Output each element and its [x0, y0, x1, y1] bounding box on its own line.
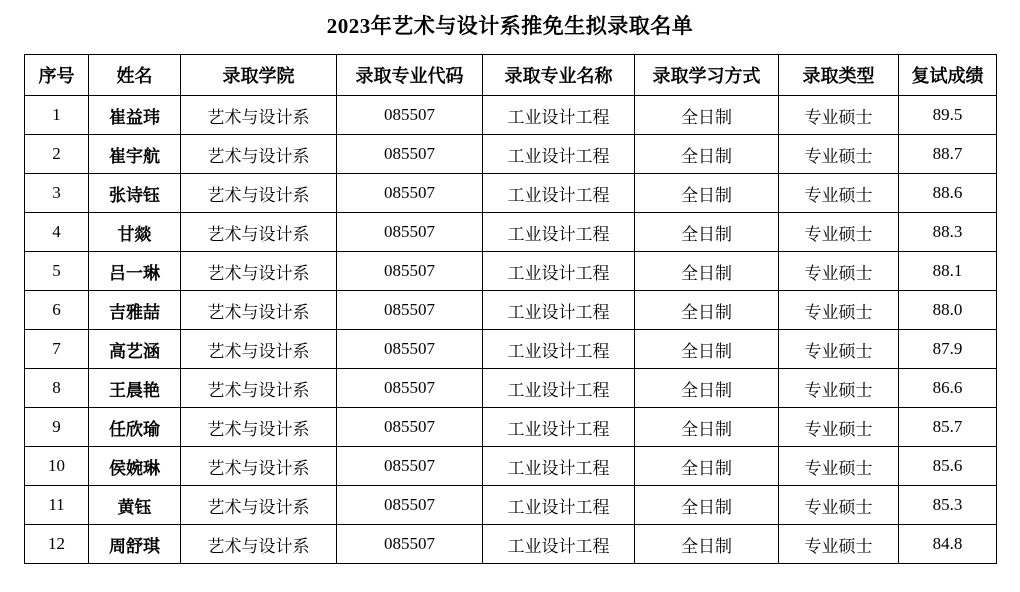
column-header-name: 姓名 [89, 55, 181, 96]
cell-college: 艺术与设计系 [181, 252, 337, 291]
cell-score: 84.8 [899, 525, 997, 564]
table-row [25, 330, 997, 369]
cell-score: 85.6 [899, 447, 997, 486]
cell-name: 崔益玮 [89, 96, 181, 135]
cell-college: 艺术与设计系 [181, 447, 337, 486]
cell-major-code: 085507 [337, 525, 483, 564]
cell-name: 甘燚 [89, 213, 181, 252]
cell-score: 86.6 [899, 369, 997, 408]
cell-study-mode: 全日制 [635, 96, 779, 135]
cell-admission-type: 专业硕士 [779, 369, 899, 408]
cell-study-mode: 全日制 [635, 447, 779, 486]
admission-roster-table [24, 54, 997, 564]
cell-major-name: 工业设计工程 [483, 252, 635, 291]
cell-admission-type: 专业硕士 [779, 486, 899, 525]
cell-major-name: 工业设计工程 [483, 408, 635, 447]
cell-score: 88.0 [899, 291, 997, 330]
cell-college: 艺术与设计系 [181, 330, 337, 369]
cell-score: 87.9 [899, 330, 997, 369]
cell-admission-type: 专业硕士 [779, 291, 899, 330]
cell-score: 88.6 [899, 174, 997, 213]
cell-study-mode: 全日制 [635, 486, 779, 525]
table-row [25, 96, 997, 135]
cell-score: 88.7 [899, 135, 997, 174]
cell-score: 88.3 [899, 213, 997, 252]
table-row [25, 525, 997, 564]
cell-major-code: 085507 [337, 213, 483, 252]
cell-major-name: 工业设计工程 [483, 135, 635, 174]
cell-name: 周舒琪 [89, 525, 181, 564]
cell-index: 7 [25, 330, 89, 369]
column-header-admission-type: 录取类型 [779, 55, 899, 96]
cell-major-code: 085507 [337, 96, 483, 135]
table-row [25, 447, 997, 486]
table-row [25, 213, 997, 252]
cell-major-code: 085507 [337, 330, 483, 369]
cell-major-name: 工业设计工程 [483, 447, 635, 486]
cell-admission-type: 专业硕士 [779, 330, 899, 369]
cell-major-code: 085507 [337, 252, 483, 291]
table-row [25, 174, 997, 213]
cell-index: 10 [25, 447, 89, 486]
cell-study-mode: 全日制 [635, 291, 779, 330]
cell-index: 12 [25, 525, 89, 564]
cell-college: 艺术与设计系 [181, 408, 337, 447]
cell-admission-type: 专业硕士 [779, 447, 899, 486]
cell-major-code: 085507 [337, 291, 483, 330]
cell-name: 张诗钰 [89, 174, 181, 213]
cell-name: 吉雅喆 [89, 291, 181, 330]
column-header-score: 复试成绩 [899, 55, 997, 96]
cell-college: 艺术与设计系 [181, 291, 337, 330]
cell-major-code: 085507 [337, 369, 483, 408]
cell-major-name: 工业设计工程 [483, 291, 635, 330]
table-row [25, 486, 997, 525]
cell-name: 王晨艳 [89, 369, 181, 408]
cell-name: 任欣瑜 [89, 408, 181, 447]
cell-study-mode: 全日制 [635, 135, 779, 174]
cell-study-mode: 全日制 [635, 174, 779, 213]
cell-admission-type: 专业硕士 [779, 408, 899, 447]
cell-study-mode: 全日制 [635, 213, 779, 252]
table-header-row [25, 55, 997, 96]
cell-major-name: 工业设计工程 [483, 525, 635, 564]
column-header-study-mode: 录取学习方式 [635, 55, 779, 96]
page-title: 2023年艺术与设计系推免生拟录取名单 [326, 14, 694, 38]
cell-admission-type: 专业硕士 [779, 213, 899, 252]
cell-college: 艺术与设计系 [181, 369, 337, 408]
cell-admission-type: 专业硕士 [779, 135, 899, 174]
cell-major-code: 085507 [337, 135, 483, 174]
cell-index: 9 [25, 408, 89, 447]
cell-study-mode: 全日制 [635, 408, 779, 447]
cell-name: 侯婉琳 [89, 447, 181, 486]
table-row [25, 291, 997, 330]
cell-score: 85.7 [899, 408, 997, 447]
cell-score: 88.1 [899, 252, 997, 291]
table-container [0, 54, 1020, 564]
cell-college: 艺术与设计系 [181, 135, 337, 174]
cell-major-code: 085507 [337, 174, 483, 213]
cell-name: 黄钰 [89, 486, 181, 525]
cell-college: 艺术与设计系 [181, 213, 337, 252]
cell-admission-type: 专业硕士 [779, 525, 899, 564]
cell-index: 11 [25, 486, 89, 525]
cell-name: 吕一琳 [89, 252, 181, 291]
table-body [25, 96, 997, 564]
table-row [25, 135, 997, 174]
table-row [25, 408, 997, 447]
cell-index: 3 [25, 174, 89, 213]
cell-major-name: 工业设计工程 [483, 330, 635, 369]
cell-major-name: 工业设计工程 [483, 213, 635, 252]
cell-index: 8 [25, 369, 89, 408]
cell-index: 6 [25, 291, 89, 330]
column-header-college: 录取学院 [181, 55, 337, 96]
cell-study-mode: 全日制 [635, 369, 779, 408]
column-header-index: 序号 [25, 55, 89, 96]
table-header [25, 55, 997, 96]
cell-name: 高艺涵 [89, 330, 181, 369]
cell-score: 85.3 [899, 486, 997, 525]
cell-major-name: 工业设计工程 [483, 174, 635, 213]
cell-major-code: 085507 [337, 408, 483, 447]
cell-index: 5 [25, 252, 89, 291]
cell-major-code: 085507 [337, 447, 483, 486]
cell-index: 4 [25, 213, 89, 252]
cell-college: 艺术与设计系 [181, 486, 337, 525]
cell-study-mode: 全日制 [635, 525, 779, 564]
cell-major-name: 工业设计工程 [483, 96, 635, 135]
cell-major-name: 工业设计工程 [483, 486, 635, 525]
cell-index: 1 [25, 96, 89, 135]
cell-major-name: 工业设计工程 [483, 369, 635, 408]
column-header-major-name: 录取专业名称 [483, 55, 635, 96]
cell-score: 89.5 [899, 96, 997, 135]
cell-major-code: 085507 [337, 486, 483, 525]
cell-college: 艺术与设计系 [181, 525, 337, 564]
cell-study-mode: 全日制 [635, 330, 779, 369]
cell-admission-type: 专业硕士 [779, 252, 899, 291]
cell-college: 艺术与设计系 [181, 174, 337, 213]
table-row [25, 369, 997, 408]
cell-college: 艺术与设计系 [181, 96, 337, 135]
cell-index: 2 [25, 135, 89, 174]
cell-name: 崔宇航 [89, 135, 181, 174]
table-row [25, 252, 997, 291]
cell-study-mode: 全日制 [635, 252, 779, 291]
cell-admission-type: 专业硕士 [779, 96, 899, 135]
cell-admission-type: 专业硕士 [779, 174, 899, 213]
column-header-major-code: 录取专业代码 [337, 55, 483, 96]
